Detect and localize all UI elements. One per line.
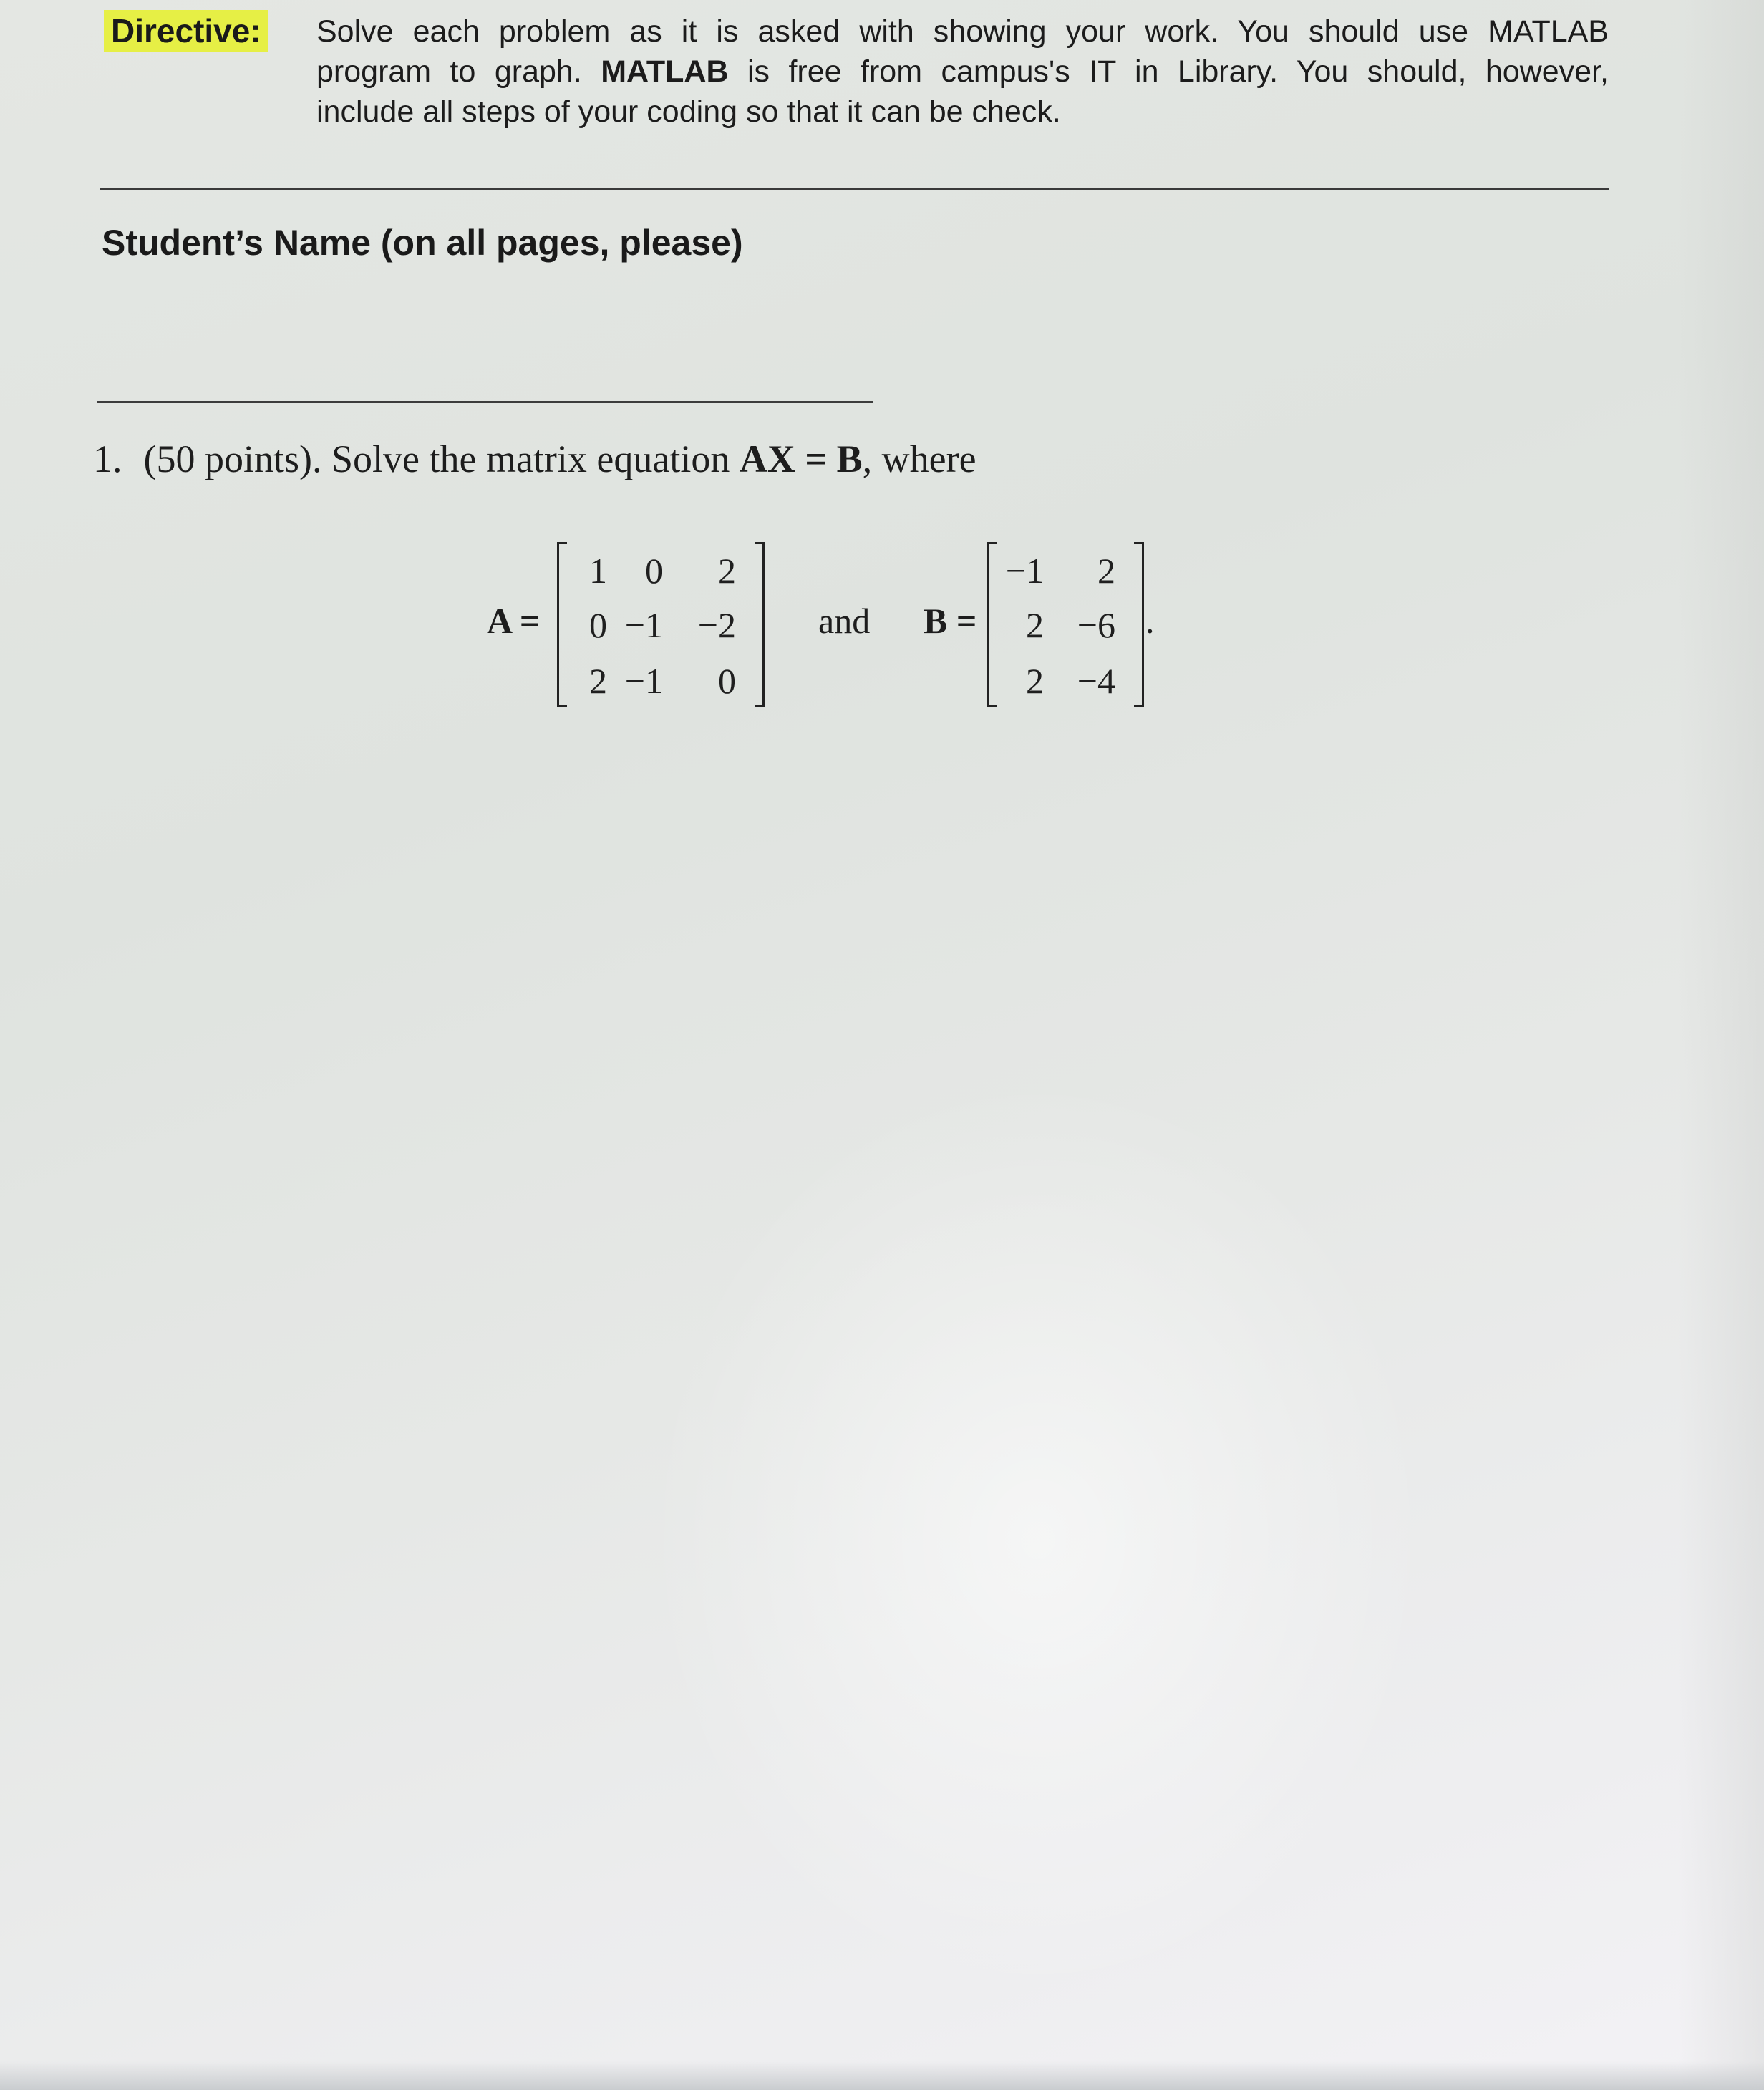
matrix-b-cell: −6 [1077, 605, 1115, 645]
matrix-b-cell: −4 [1077, 661, 1115, 701]
directive-line-1: Solve each problem as it is asked with showing your work. You should use MATLAB [316, 14, 1609, 49]
matrix-a [557, 542, 765, 707]
matrix-a-cell: −1 [624, 605, 663, 645]
directive-line-2 [316, 52, 1609, 92]
matrix-b-cell: −1 [1005, 551, 1044, 591]
matrix-b-right-bracket [1134, 542, 1144, 707]
matrix-a-cell: 0 [718, 661, 736, 701]
matrix-a-cell: −2 [697, 605, 736, 645]
matrix-a-right-bracket [755, 542, 765, 707]
matrix-a-cell: 1 [589, 551, 607, 591]
matrix-b-cell: 2 [1097, 551, 1115, 591]
directive-line-2-start: program to graph. [316, 54, 582, 89]
matrix-a-cell: 0 [645, 551, 663, 591]
directive-text [316, 11, 1609, 132]
directive-line-3: include all steps of your coding so that it can be check. [316, 95, 1061, 129]
directive-matlab-bold: MATLAB [601, 54, 729, 89]
student-name-label: Student’s Name (on all pages, please) [102, 223, 743, 263]
matrix-b-label [924, 600, 976, 642]
matrix-b-label-text: B = [924, 601, 977, 641]
matrix-connector: and [818, 601, 871, 641]
problem-text: (50 points). Solve the matrix equation [143, 437, 730, 480]
directive-line-2-end: is free from campus's IT in Library. You should, however, [747, 54, 1609, 89]
header-divider [100, 188, 1609, 190]
screen-edge [0, 2061, 1764, 2090]
matrix-a-label [487, 600, 540, 642]
problem-equation: AX = B [739, 437, 863, 480]
matrix-a-cell: 2 [718, 551, 736, 591]
matrix-b-cell: 2 [1026, 661, 1044, 701]
matrix-a-label-text: A = [487, 601, 541, 641]
directive-label: Directive: [104, 10, 268, 52]
matrix-a-cell: 2 [589, 661, 607, 701]
problem-1-statement [93, 437, 976, 481]
student-name-line [97, 401, 873, 403]
page-shadow [1678, 0, 1764, 2090]
matrix-terminal-period: . [1145, 601, 1155, 641]
problem-number: 1. [93, 437, 122, 480]
matrix-b-cell: 2 [1026, 605, 1044, 645]
matrix-a-cell: −1 [624, 661, 663, 701]
matrix-b [987, 542, 1144, 707]
matrix-a-cell: 0 [589, 605, 607, 645]
screen-glare [644, 1074, 1432, 2005]
problem-suffix: , where [862, 437, 976, 480]
